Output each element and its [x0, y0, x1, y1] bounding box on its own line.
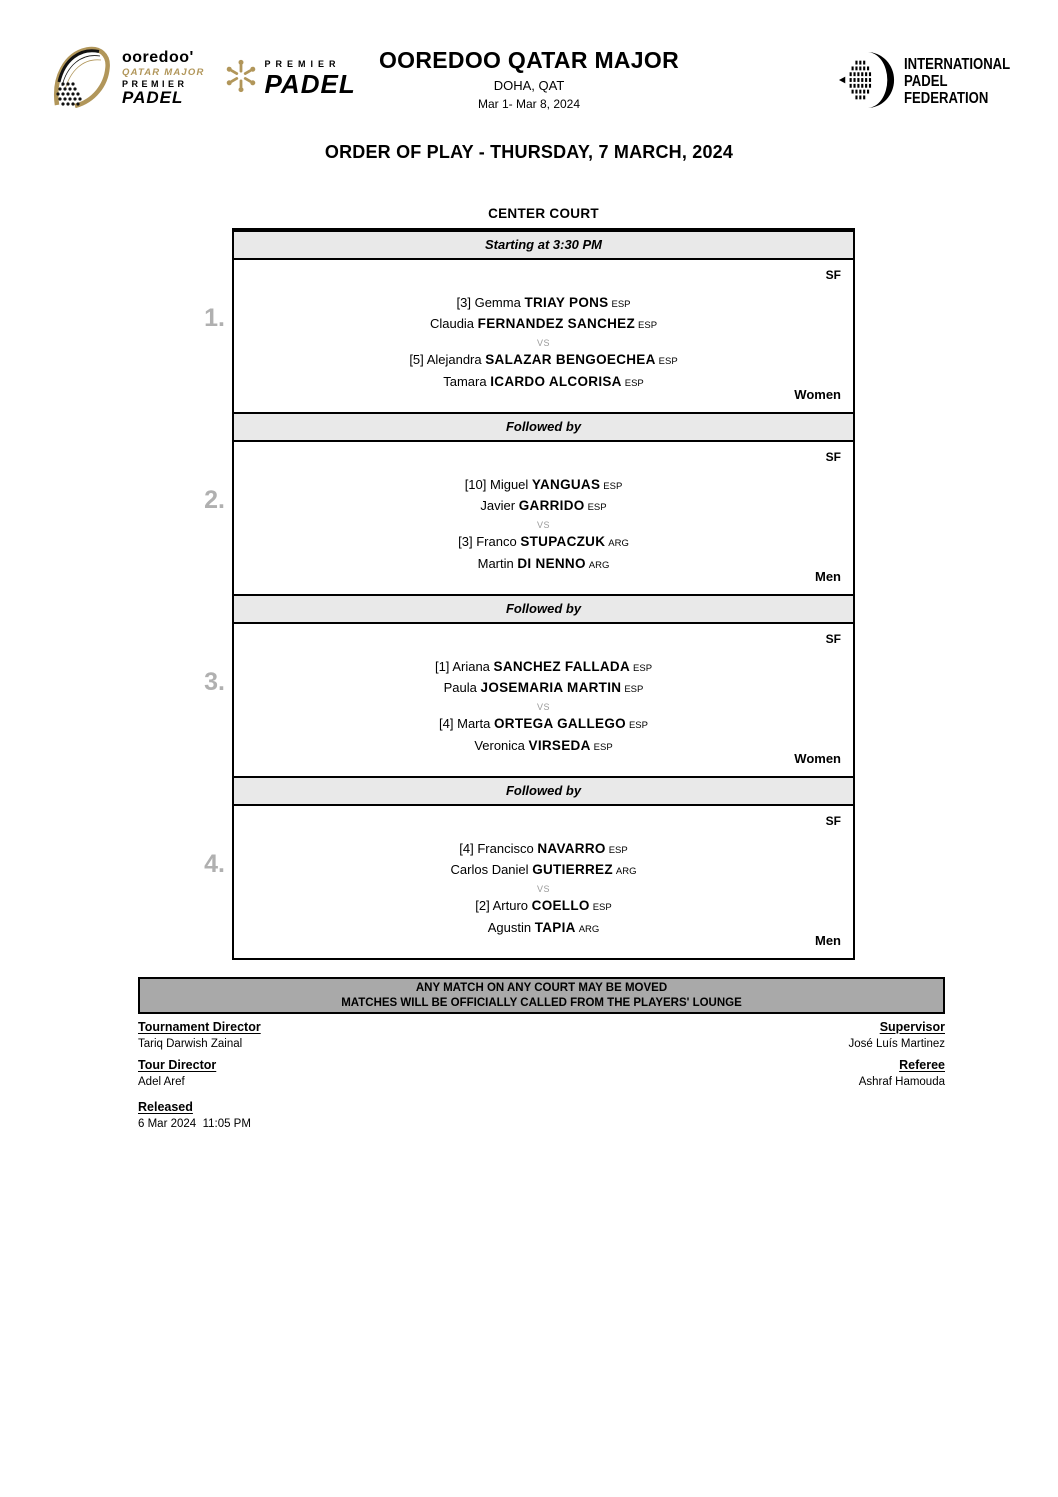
player-first-name: Javier	[480, 498, 516, 513]
vs-label: VS	[536, 519, 550, 530]
tournament-dates: Mar 1- Mar 8, 2024	[477, 97, 581, 111]
player-first-name: Ariana	[452, 658, 490, 674]
player-country: ESP	[603, 480, 623, 492]
player-line	[234, 555, 853, 574]
player-line	[234, 840, 853, 859]
start-time-bar: Starting at 3:30 PM	[234, 232, 853, 260]
player-first-name: Gemma	[474, 294, 521, 310]
court-name: CENTER COURT	[488, 206, 599, 221]
vs-label: VS	[536, 701, 550, 712]
player-line	[234, 715, 853, 734]
player-first-name: Paula	[443, 680, 477, 695]
footer-left-column	[138, 1020, 261, 1130]
category-label: Women	[794, 387, 841, 402]
player-last-name: SANCHEZ FALLADA	[493, 658, 631, 674]
tournament-director-label: Tournament Director	[138, 1020, 261, 1034]
player-seed: [1]	[434, 658, 450, 674]
padel-label: PADEL	[122, 88, 184, 108]
tournament-location: DOHA, QAT	[493, 78, 565, 93]
player-country: ARG	[588, 559, 610, 571]
match-players	[234, 291, 853, 394]
player-first-name: Martin	[477, 555, 514, 571]
round-label: SF	[825, 268, 841, 282]
round-label: SF	[825, 632, 841, 646]
player-last-name: ORTEGA GALLEGO	[493, 716, 626, 731]
player-country: ARG	[608, 538, 629, 549]
player-seed: [4]	[459, 840, 474, 856]
round-label: SF	[825, 814, 841, 828]
tour-director-name: Adel Aref	[138, 1076, 185, 1088]
player-country: ESP	[593, 741, 613, 753]
match-row	[204, 624, 853, 776]
player-first-name: Carlos Daniel	[450, 862, 529, 877]
ipf-line1: INTERNATIONAL	[904, 56, 1011, 74]
player-last-name: JOSEMARIA MARTIN	[480, 680, 622, 695]
player-first-name: Francisco	[477, 840, 534, 856]
released-datetime: 6 Mar 2024 11:05 PM	[138, 1118, 251, 1130]
player-country: ESP	[608, 844, 628, 856]
player-last-name: VIRSEDA	[528, 737, 591, 753]
supervisor-name: José Luís Martinez	[848, 1038, 945, 1050]
category-label: Men	[815, 933, 841, 948]
officials-footer	[138, 1020, 945, 1130]
player-seed: [4]	[439, 716, 454, 731]
tournament-director-name: Tariq Darwish Zainal	[138, 1038, 243, 1050]
player-country: ESP	[638, 320, 658, 331]
player-country: ARG	[615, 866, 637, 877]
match-players	[234, 837, 853, 940]
player-last-name: YANGUAS	[531, 476, 601, 492]
padel-wordmark: PADEL	[264, 69, 356, 99]
tour-director-label: Tour Director	[138, 1058, 217, 1072]
center-court-section	[204, 206, 855, 960]
player-line	[234, 315, 853, 334]
player-first-name: Miguel	[490, 476, 529, 492]
supervisor-label: Supervisor	[879, 1020, 945, 1034]
player-line	[234, 294, 853, 313]
player-country: ARG	[578, 923, 600, 935]
ipf-line3: FEDERATION	[904, 89, 989, 107]
player-line	[234, 679, 853, 698]
player-last-name: GUTIERREZ	[532, 862, 613, 877]
player-line	[234, 737, 853, 756]
match-number: 3.	[204, 668, 225, 696]
ipf-logo	[838, 50, 1016, 115]
match-number: 1.	[204, 304, 225, 332]
player-country: ESP	[611, 298, 631, 310]
player-first-name: Marta	[457, 716, 491, 731]
tournament-title: OOREDOO QATAR MAJOR	[378, 47, 680, 73]
player-line	[234, 476, 853, 495]
player-last-name: FERNANDEZ SANCHEZ	[477, 316, 636, 331]
player-last-name: ICARDO ALCORISA	[490, 373, 622, 389]
player-line	[234, 497, 853, 516]
qatar-major-label: QATAR MAJOR	[122, 66, 205, 78]
player-seed: [3]	[458, 534, 473, 549]
player-line	[234, 351, 853, 370]
order-of-play-heading: ORDER OF PLAY - THURSDAY, 7 MARCH, 2024	[324, 142, 734, 162]
player-first-name: Alejandra	[426, 352, 482, 367]
player-first-name: Franco	[476, 534, 517, 549]
followed-by-bar: Followed by	[234, 776, 853, 806]
round-label: SF	[825, 450, 841, 464]
player-line	[234, 897, 853, 916]
ooredoo-brand-name: ooredoo'	[122, 48, 194, 66]
ipf-ball-icon	[838, 50, 896, 115]
player-last-name: SALAZAR BENGOECHEA	[485, 352, 656, 367]
player-country: ESP	[633, 662, 653, 674]
player-country: ESP	[592, 902, 612, 913]
followed-by-bar: Followed by	[234, 594, 853, 624]
player-line	[234, 533, 853, 552]
player-first-name: Claudia	[429, 316, 475, 331]
player-last-name: STUPACZUK	[520, 534, 606, 549]
followed-by-bar: Followed by	[234, 412, 853, 442]
notice-line-1: ANY MATCH ON ANY COURT MAY BE MOVED	[415, 981, 668, 994]
player-line	[234, 919, 853, 938]
ipf-logo-text	[904, 57, 1016, 108]
referee-label: Referee	[899, 1058, 945, 1072]
player-seed: [3]	[456, 294, 471, 310]
match-row	[204, 260, 853, 412]
player-country: ESP	[624, 377, 644, 389]
player-line	[234, 658, 853, 677]
player-country: ESP	[628, 720, 648, 731]
player-country: ESP	[658, 356, 678, 367]
category-label: Women	[794, 751, 841, 766]
player-first-name: Veronica	[474, 737, 525, 753]
player-last-name: NAVARRO	[537, 840, 606, 856]
player-line	[234, 861, 853, 880]
match-players	[234, 655, 853, 758]
player-last-name: TRIAY PONS	[524, 294, 609, 310]
referee-name: Ashraf Hamouda	[858, 1076, 945, 1088]
match-players	[234, 473, 853, 576]
player-last-name: DI NENNO	[517, 555, 586, 571]
match-row	[204, 806, 853, 958]
player-line	[234, 373, 853, 392]
vs-label: VS	[536, 883, 550, 894]
notice-banner	[138, 977, 945, 1014]
player-first-name: Tamara	[443, 373, 487, 389]
player-first-name: Arturo	[492, 898, 529, 913]
footer-right-column	[848, 1020, 945, 1130]
category-label: Men	[815, 569, 841, 584]
match-number: 2.	[204, 486, 225, 514]
match-number: 4.	[204, 850, 225, 878]
vs-label: VS	[536, 337, 550, 348]
player-country: ESP	[624, 684, 644, 695]
player-seed: [5]	[409, 352, 424, 367]
premier-wordmark: PREMIER	[264, 59, 341, 69]
player-last-name: TAPIA	[534, 919, 576, 935]
player-seed: [2]	[475, 898, 490, 913]
player-last-name: GARRIDO	[518, 498, 585, 513]
player-country: ESP	[587, 502, 607, 513]
match-row	[204, 442, 853, 594]
premier-label: PREMIER	[122, 78, 188, 89]
schedule-table	[204, 228, 855, 960]
released-label: Released	[138, 1100, 193, 1114]
player-last-name: COELLO	[531, 898, 590, 913]
player-first-name: Agustin	[487, 919, 532, 935]
notice-line-2: MATCHES WILL BE OFFICIALLY CALLED FROM THE PLAYERS' LOUNGE	[341, 996, 742, 1009]
ipf-line2: PADEL	[904, 73, 948, 91]
player-seed: [10]	[464, 476, 487, 492]
